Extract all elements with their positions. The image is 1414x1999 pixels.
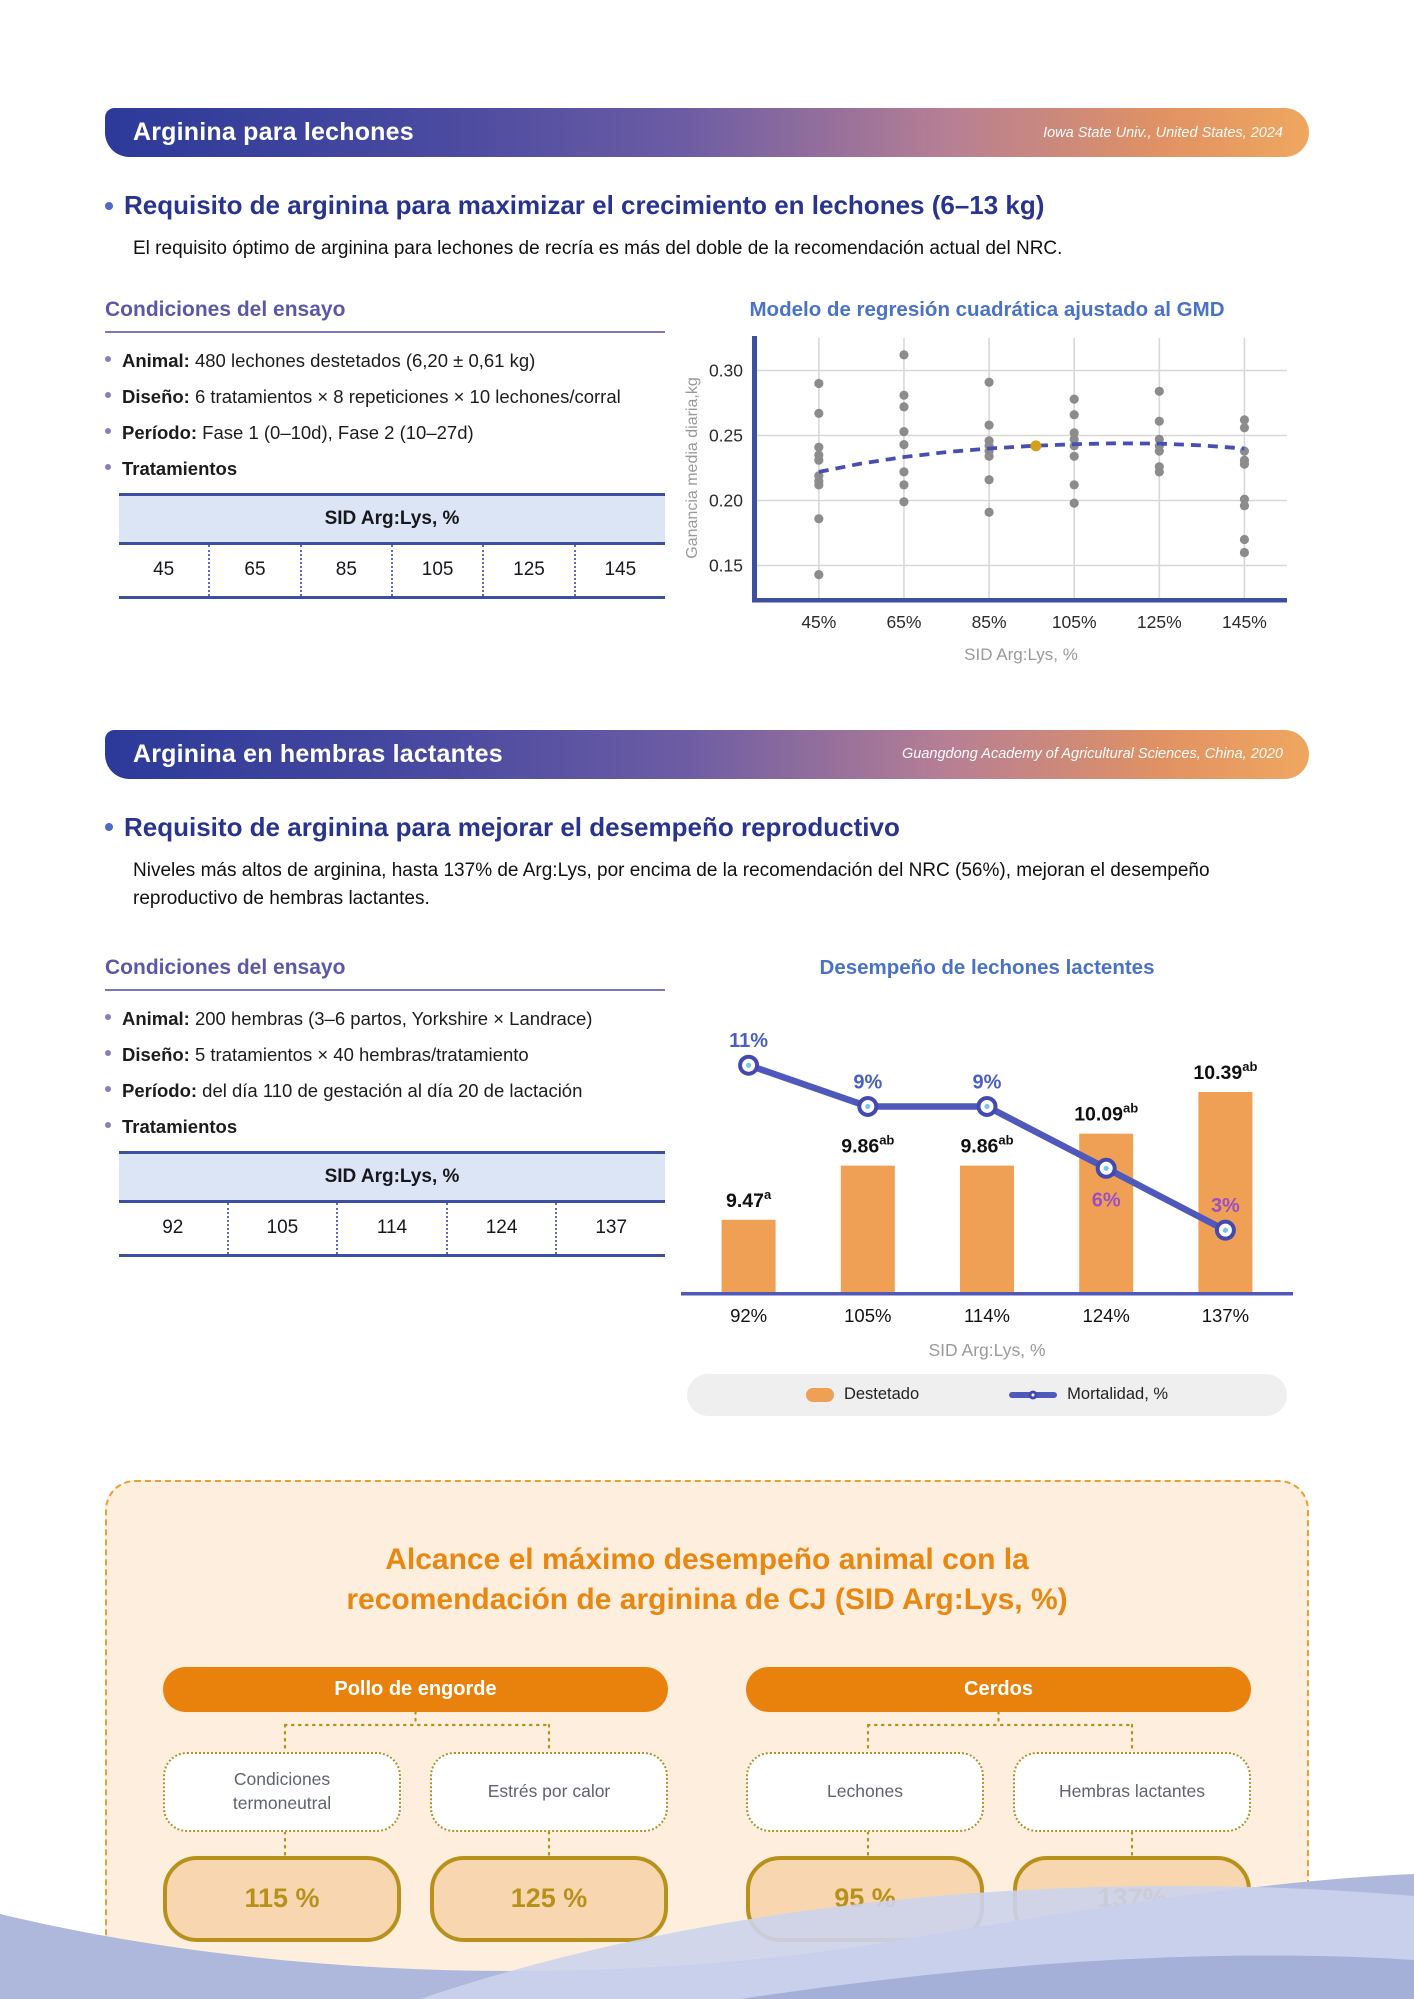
chart-legend — [687, 1374, 1287, 1416]
x-tick-label: 65% — [886, 611, 922, 632]
line-swatch-icon — [1009, 1392, 1057, 1398]
condition-box: Hembras lactantes — [1013, 1752, 1251, 1832]
scatter-point — [1240, 423, 1249, 432]
scatter-point — [1155, 386, 1164, 395]
connector-lines — [746, 1832, 1251, 1856]
section2-heading: Requisito de arginina para mejorar el desempeño reproductivo — [124, 811, 900, 842]
scatter-point — [899, 440, 908, 449]
condition-box: Condiciones termoneutral — [163, 1752, 401, 1832]
treatments-table-2 — [119, 1151, 665, 1257]
scatter-point — [814, 480, 823, 489]
section2-band-source: Guangdong Academy of Agricultural Sciences, China, 2020 — [902, 746, 1283, 762]
table-row: 92 105 114 124 137 — [119, 1203, 665, 1254]
list-item: Tratamientos — [105, 457, 665, 481]
list-item: Animal: 480 lechones destetados (6,20 ± 0,61 kg) — [105, 349, 665, 373]
x-tick-label: 145% — [1222, 611, 1267, 632]
bullet-dot-icon — [105, 1086, 111, 1092]
footer-wave-decoration — [0, 1854, 1414, 1999]
value-pill: 125 % — [430, 1856, 668, 1942]
scatter-point — [899, 497, 908, 506]
scatter-point — [984, 377, 993, 386]
conditions2-heading: Condiciones del ensayo — [105, 956, 665, 991]
bar-value-label: 9.47$^a$ — [726, 1186, 772, 1212]
conditions2-list — [105, 1007, 665, 1139]
bullet-dot-icon — [105, 392, 111, 398]
bar-destetado — [1198, 1092, 1252, 1292]
bar-value-label: 10.39$^{ab}$ — [1193, 1058, 1258, 1084]
scatter-point — [984, 475, 993, 484]
group-header-pill: Cerdos — [746, 1667, 1251, 1712]
section2-band-title: Arginina en hembras lactantes — [133, 739, 503, 768]
list-item: Diseño: 6 tratamientos × 8 repeticiones × 10 lechones/corral — [105, 385, 665, 409]
x-tick-label: 105% — [844, 1304, 892, 1326]
scatter-point — [984, 451, 993, 460]
scatter-point — [814, 378, 823, 387]
scatter-point — [1070, 394, 1079, 403]
cta-title: Alcance el máximo desempeño animal con la recomendación de arginina de CJ (SID Arg:Lys, %) — [346, 1542, 1068, 1616]
marker-dot-icon — [1029, 1390, 1038, 1399]
scatter-point — [814, 514, 823, 523]
scatter-point — [814, 455, 823, 464]
piglet-performance-chart — [675, 984, 1299, 1366]
x-tick-label: 85% — [971, 611, 1007, 632]
bullet-ring-icon — [105, 202, 113, 210]
y-axis — [752, 336, 757, 602]
scatter-point — [899, 402, 908, 411]
section1-conditions-panel — [105, 298, 665, 599]
section2-conditions-panel — [105, 956, 665, 1257]
y-axis-label: Ganancia media diaria,kg — [684, 376, 701, 559]
y-tick-label: 0.25 — [708, 425, 743, 445]
list-item: Diseño: 5 tratamientos × 40 hembras/tratamiento — [105, 1043, 665, 1067]
mortality-label: 9% — [853, 1070, 883, 1093]
bar-value-label: 9.86$^{ab}$ — [960, 1132, 1014, 1158]
bullet-dot-icon — [105, 356, 111, 362]
x-tick-label: 105% — [1051, 611, 1097, 632]
x-tick-label: 45% — [801, 611, 837, 632]
x-tick-label: 114% — [964, 1304, 1010, 1326]
scatter-point — [1070, 498, 1079, 507]
table-header: SID Arg:Lys, % — [119, 1154, 665, 1203]
mortality-label: 6% — [1091, 1188, 1121, 1211]
section1-band-source: Iowa State Univ., United States, 2024 — [1043, 124, 1283, 141]
section1-intro: El requisito óptimo de arginina para lechones de recría es más del doble de la recomendación actual del NRC. — [133, 238, 1063, 259]
bar-destetado — [841, 1165, 895, 1291]
scatter-point — [814, 408, 823, 417]
list-item: Período: Fase 1 (0–10d), Fase 2 (10–27d) — [105, 421, 665, 445]
section2-band — [105, 730, 1309, 779]
section1-heading: Requisito de arginina para maximizar el crecimiento en lechones (6–13 kg) — [124, 190, 1045, 220]
scatter-point — [1240, 547, 1249, 556]
line-marker-dot — [1223, 1227, 1228, 1232]
scatter-point — [899, 390, 908, 399]
scatter-point — [984, 507, 993, 516]
list-item: Período: del día 110 de gestación al día 20 de lactación — [105, 1079, 665, 1103]
scatter-point — [1070, 410, 1079, 419]
section2-heading-row — [105, 812, 1309, 843]
scatter-point — [1240, 501, 1249, 510]
scatter-point — [1155, 446, 1164, 455]
section1-band-title: Arginina para lechones — [133, 118, 414, 146]
scatter-point — [1155, 467, 1164, 476]
bar-destetado — [960, 1165, 1014, 1291]
line-marker-dot — [746, 1062, 751, 1067]
bar-swatch-icon — [806, 1388, 834, 1402]
section2-intro: Niveles más altos de arginina, hasta 137% de Arg:Lys, por encima de la recomendación del NRC (56%), mejoran el desempeño reproductivo de hembras lactantes. — [133, 859, 1210, 909]
connector-lines — [746, 1712, 1251, 1752]
gmd-chart-panel — [665, 298, 1309, 674]
bar-value-label: 10.09$^{ab}$ — [1074, 1100, 1139, 1126]
y-tick-label: 0.15 — [708, 555, 743, 575]
scatter-point — [1070, 451, 1079, 460]
conditions1-heading: Condiciones del ensayo — [105, 298, 665, 333]
table-row: 45 65 85 105 125 145 — [119, 545, 665, 596]
section2-columns — [105, 956, 1309, 1416]
gmd-chart-title: Modelo de regresión cuadrática ajustado al GMD — [749, 297, 1225, 321]
value-pill: 95 % — [746, 1856, 984, 1942]
group-header-pill: Pollo de engorde — [163, 1667, 668, 1712]
bullet-dot-icon — [105, 1050, 111, 1056]
scatter-point — [1240, 459, 1249, 468]
lactation-chart-title: Desempeño de lechones lactentes — [819, 955, 1155, 979]
bullet-dot-icon — [105, 428, 111, 434]
bullet-ring-icon — [105, 823, 113, 831]
treatments-table-1 — [119, 493, 665, 599]
connector-lines — [163, 1832, 668, 1856]
line-marker-dot — [984, 1103, 989, 1108]
scatter-point — [899, 350, 908, 359]
legend-item-destetado: Destetado — [806, 1385, 919, 1404]
value-pill: 115 % — [163, 1856, 401, 1942]
section1-band — [105, 108, 1309, 157]
bar-value-label: 9.86$^{ab}$ — [841, 1132, 895, 1158]
x-axis-label: SID Arg:Lys, % — [964, 644, 1078, 664]
x-tick-label: 137% — [1201, 1304, 1250, 1326]
lactation-chart-panel — [665, 956, 1309, 1416]
section1-columns — [105, 298, 1309, 674]
x-axis-label: SID Arg:Lys, % — [928, 1339, 1046, 1360]
table-header: SID Arg:Lys, % — [119, 496, 665, 545]
scatter-point — [984, 420, 993, 429]
list-item: Tratamientos — [105, 1115, 665, 1139]
section1-heading-row — [105, 190, 1309, 221]
bullet-dot-icon — [105, 464, 111, 470]
scatter-point — [1070, 480, 1079, 489]
x-tick-label: 124% — [1082, 1304, 1130, 1326]
condition-box: Lechones — [746, 1752, 984, 1832]
x-axis — [752, 598, 1287, 603]
conditions1-list — [105, 349, 665, 481]
line-marker-dot — [865, 1103, 870, 1108]
optimum-point — [1030, 440, 1041, 451]
list-item: Animal: 200 hembras (3–6 partos, Yorkshire × Landrace) — [105, 1007, 665, 1031]
scatter-point — [1240, 534, 1249, 543]
x-tick-label: 125% — [1136, 611, 1182, 632]
scatter-point — [899, 427, 908, 436]
legend-item-mortalidad: Mortalidad, % — [1009, 1385, 1168, 1404]
bar-destetado — [722, 1219, 776, 1291]
x-tick-label: 92% — [730, 1304, 768, 1326]
bullet-dot-icon — [105, 1122, 111, 1128]
x-axis — [681, 1292, 1293, 1296]
scatter-point — [1155, 416, 1164, 425]
gmd-regression-chart — [675, 326, 1299, 674]
connector-lines — [163, 1712, 668, 1752]
scatter-point — [814, 570, 823, 579]
y-tick-label: 0.30 — [708, 360, 743, 380]
condition-box: Estrés por calor — [430, 1752, 668, 1832]
line-marker-dot — [1104, 1165, 1109, 1170]
mortality-label: 11% — [729, 1029, 769, 1052]
bullet-dot-icon — [105, 1014, 111, 1020]
mortality-label: 9% — [972, 1070, 1002, 1093]
scatter-point — [899, 467, 908, 476]
mortality-label: 3% — [1210, 1194, 1240, 1217]
y-tick-label: 0.20 — [708, 490, 743, 510]
scatter-point — [899, 480, 908, 489]
